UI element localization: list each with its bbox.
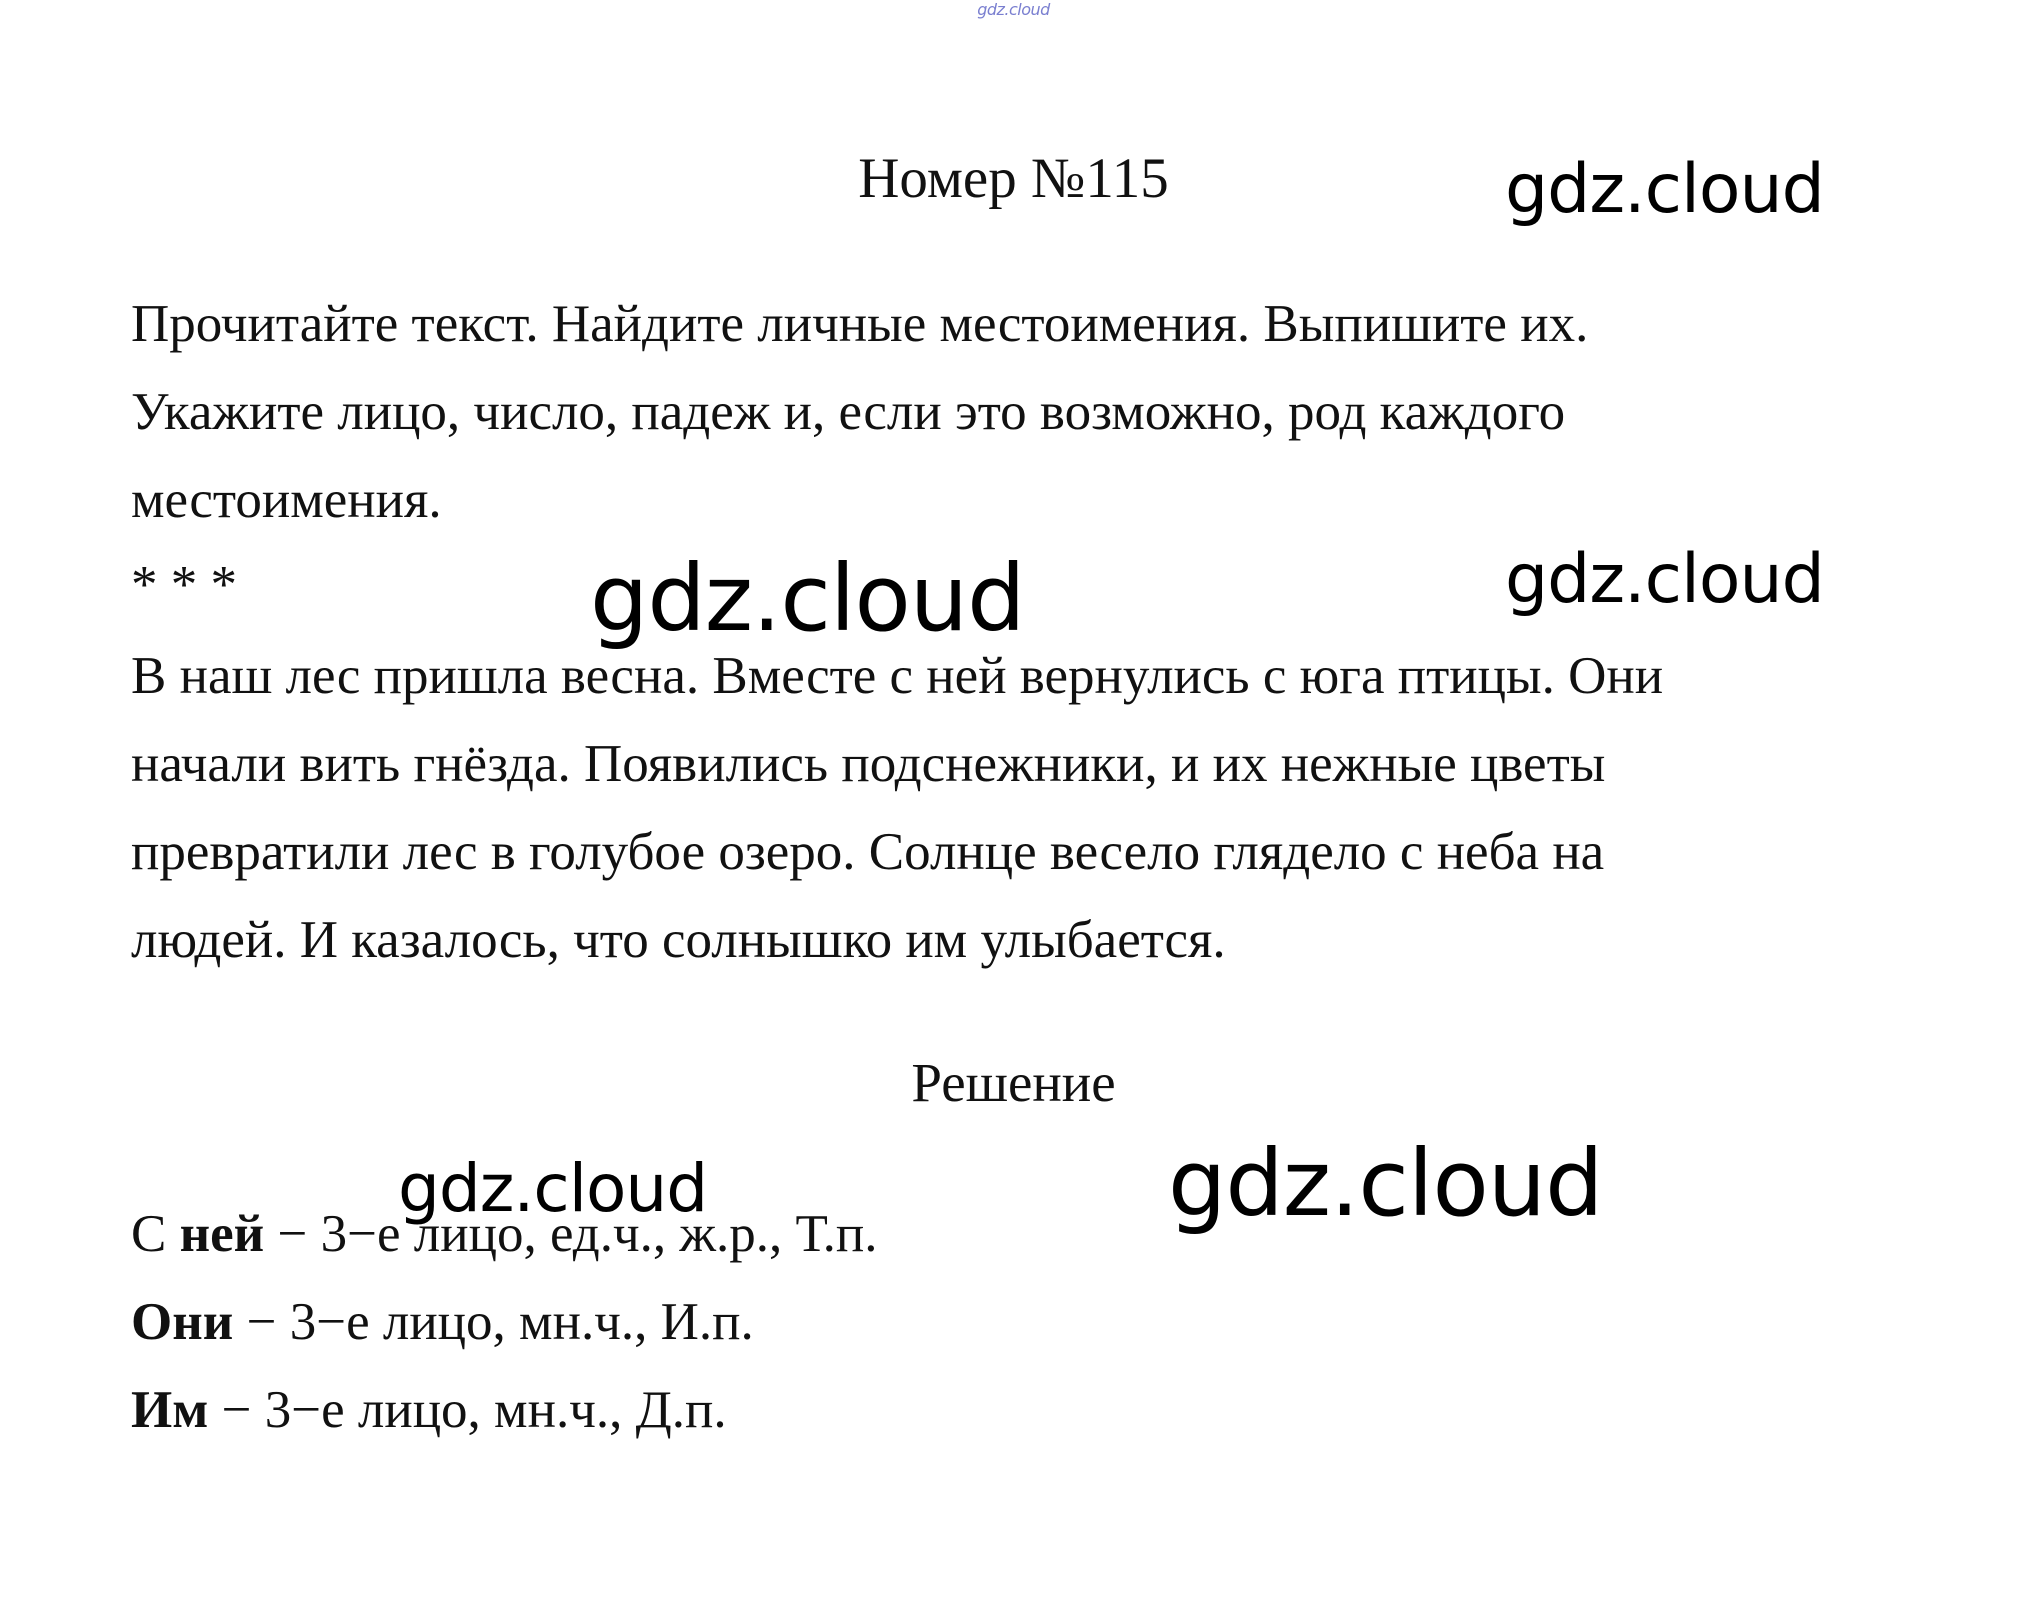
top-watermark: gdz.cloud [977,0,1050,19]
answer-pronoun: ней [179,1205,265,1263]
section-separator: * * * [131,556,237,614]
task-line: местоимения. [131,471,442,529]
answer-line [131,1278,877,1366]
watermark: gdz.cloud [1505,150,1824,229]
answer-description: − 3−е лицо, мн.ч., И.п. [233,1293,754,1351]
watermark: gdz.cloud [590,545,1025,652]
text-line: людей. И казалось, что солнышко им улыбается. [131,911,1226,969]
answers-list [131,1190,877,1454]
answer-line [131,1366,877,1454]
answer-description: − 3−е лицо, ед.ч., ж.р., Т.п. [264,1205,878,1263]
text-line: начали вить гнёзда. Появились подснежники, и их нежные цветы [131,735,1606,793]
text-line: превратили лес в голубое озеро. Солнце весело глядело с неба на [131,823,1605,881]
answer-description: − 3−е лицо, мн.ч., Д.п. [208,1381,727,1439]
task-text [131,280,1931,544]
watermark: gdz.cloud [1168,1130,1603,1237]
page-title: Номер №115 [858,147,1169,210]
watermark: gdz.cloud [1505,540,1824,619]
task-line: Укажите лицо, число, падеж и, если это возможно, род каждого [131,383,1566,441]
answer-pronoun: Им [131,1381,209,1439]
solution-heading: Решение [911,1052,1116,1113]
exercise-text [131,632,1931,984]
answer-pronoun: Они [131,1293,234,1351]
text-line: В наш лес пришла весна. Вместе с ней вернулись с юга птицы. Они [131,647,1664,705]
answer-prefix: С [131,1205,180,1263]
task-line: Прочитайте текст. Найдите личные местоимения. Выпишите их. [131,295,1589,353]
watermark: gdz.cloud [398,1150,708,1227]
